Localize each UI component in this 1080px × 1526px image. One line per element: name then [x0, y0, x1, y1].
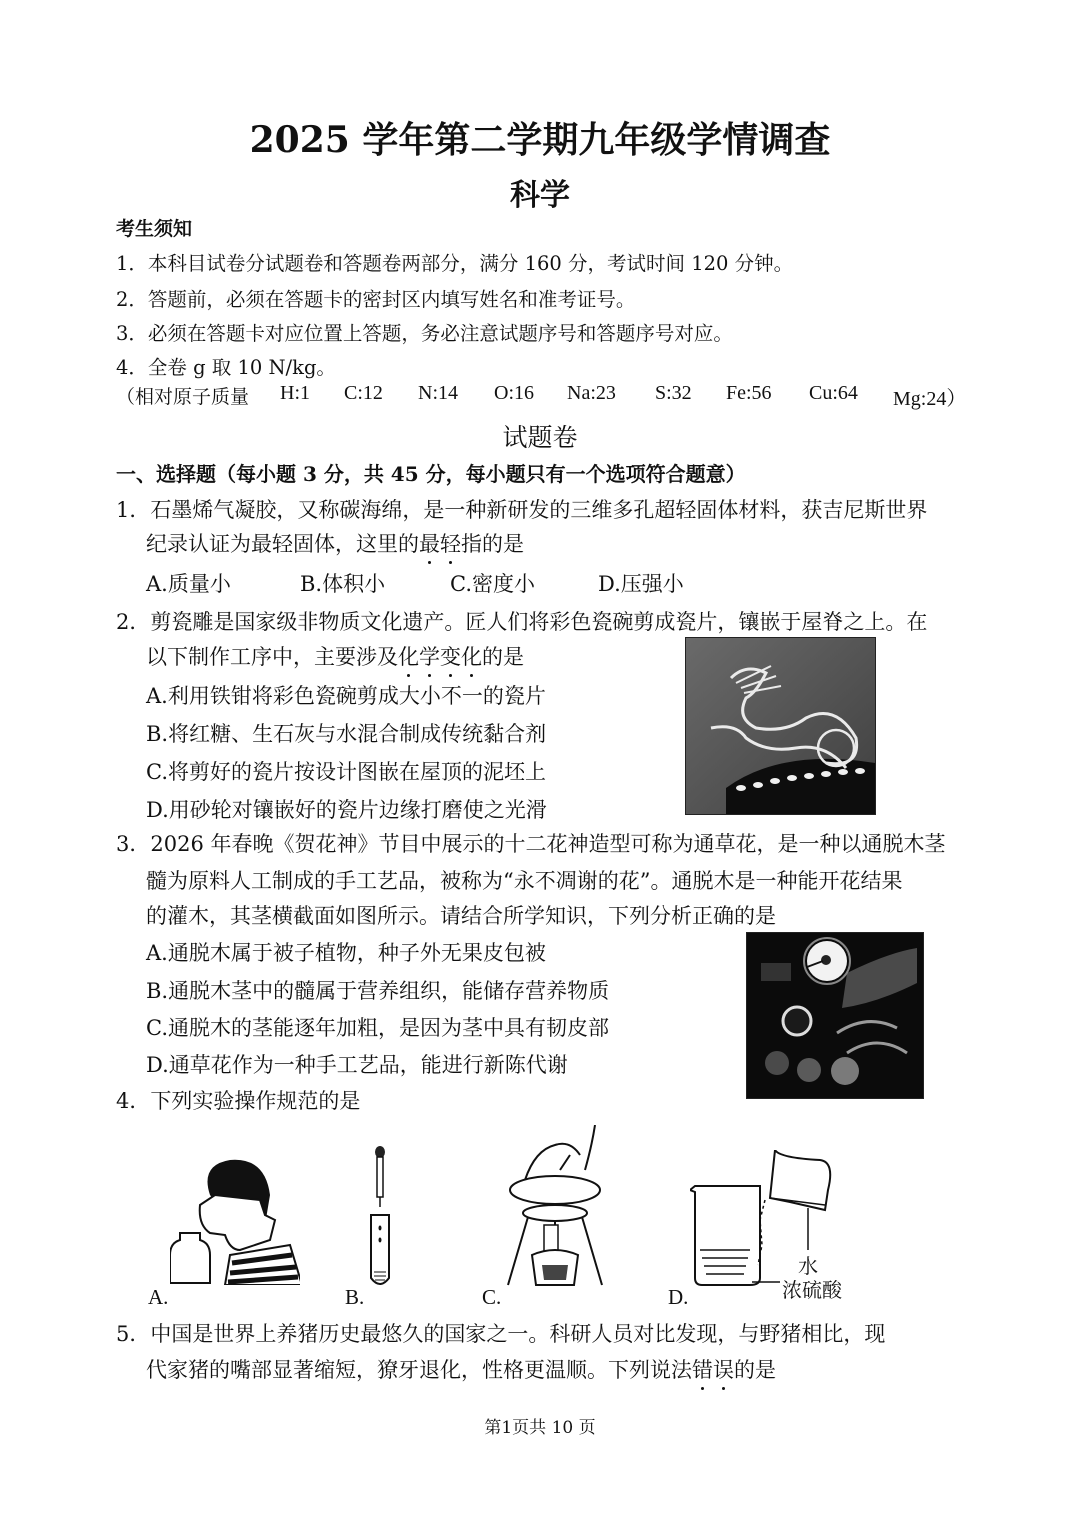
- q1-text-pre: 纪录认证为最轻固体，这里的: [146, 532, 419, 556]
- q2-option-d: D.用砂轮对镶嵌好的瓷片边缘打磨使之光滑: [146, 798, 547, 822]
- q2-text-pre: 以下制作工序中，主要涉及: [146, 645, 398, 669]
- stem-cross-section-photo: [746, 932, 924, 1099]
- question-3-line2: 髓为原料人工制成的手工艺品，被称为“永不凋谢的花”。通脱木是一种能开花结果: [146, 869, 903, 893]
- atomic-mass-mg: Mg:24）: [893, 388, 967, 410]
- emphasis-char: 轻: [440, 532, 461, 556]
- atomic-mass-s: S:32: [655, 382, 692, 404]
- atomic-mass-h: H:1: [280, 382, 310, 404]
- page-footer: 第1页共 10 页: [484, 1418, 596, 1438]
- q5-text-post: 的是: [734, 1358, 776, 1382]
- atomic-mass-label: （相对原子质量: [116, 386, 250, 408]
- q3-option-b: B.通脱木茎中的髓属于营养组织，能储存营养物质: [146, 979, 610, 1003]
- exam-subject: 科学: [510, 178, 570, 213]
- q1-option-a: A.质量小: [146, 572, 231, 596]
- figure-a-label: A.: [148, 1285, 169, 1309]
- q1-emphasis: [419, 532, 461, 556]
- stem-cross-section-illustration: [747, 933, 923, 1098]
- figure-c-label: C.: [482, 1285, 502, 1309]
- q2-option-c: C.将剪好的瓷片按设计图嵌在屋顶的泥坯上: [146, 760, 546, 784]
- figure-d-label: D.: [668, 1285, 689, 1309]
- question-4-line1: 4．下列实验操作规范的是: [116, 1089, 361, 1113]
- q5-emphasis-text: [692, 1358, 734, 1382]
- q3-option-c: C.通脱木的茎能逐年加粗，是因为茎中具有韧皮部: [146, 1016, 609, 1040]
- atomic-mass-na: Na:23: [567, 382, 616, 404]
- question-3-line3: 的灌木，其茎横截面如图所示。请结合所学知识，下列分析正确的是: [146, 904, 776, 928]
- atomic-mass-fe: Fe:56: [726, 382, 772, 404]
- emphasis-char: 错: [692, 1358, 713, 1382]
- q3-option-a: A.通脱木属于被子植物，种子外无果皮包被: [146, 941, 546, 965]
- emphasis-char: 化: [398, 645, 419, 669]
- q3-option-d: D.通草花作为一种手工艺品，能进行新陈代谢: [146, 1053, 568, 1077]
- q1-emphasis-text: [419, 532, 461, 556]
- notice-item: 1．本科目试卷分试题卷和答题卷两部分，满分 160 分，考试时间 120 分钟。: [116, 252, 794, 275]
- emphasis-char: 变: [440, 645, 461, 669]
- q2-option-b: B.将红糖、生石灰与水混合制成传统黏合剂: [146, 722, 547, 746]
- figure-b-dropper-illustration: [365, 1145, 395, 1290]
- emphasis-char: 化: [461, 645, 482, 669]
- notice-item: 4．全卷 g 取 10 N/kg。: [116, 356, 336, 379]
- dragon-ornament-illustration: [686, 638, 875, 814]
- figure-b-label: B.: [345, 1285, 365, 1309]
- figure-d-dilution-illustration: [690, 1150, 850, 1290]
- q2-emphasis-text: [398, 645, 482, 669]
- notice-item: 2．答题前，必须在答题卡的密封区内填写姓名和准考证号。: [116, 288, 636, 311]
- question-1-line1: 1．石墨烯气凝胶，又称碳海绵，是一种新研发的三维多孔超轻固体材料，获吉尼斯世界: [116, 498, 928, 522]
- notice-item: 3．必须在答题卡对应位置上答题，务必注意试题序号和答题序号对应。: [116, 322, 733, 345]
- q5-text-pre: 代家猪的嘴部显著缩短，獠牙退化，性格更温顺。下列说法: [146, 1358, 692, 1382]
- figure-c-evaporation-illustration: [500, 1125, 610, 1290]
- atomic-mass-c: C:12: [344, 382, 383, 404]
- dragon-ornament-photo: [685, 637, 876, 815]
- emphasis-char: 学: [419, 645, 440, 669]
- atomic-mass-n: N:14: [418, 382, 458, 404]
- emphasis-char: 最: [419, 532, 440, 556]
- figure-d-acid-label: 浓硫酸: [782, 1278, 842, 1302]
- q1-option-c: C.密度小: [450, 572, 535, 596]
- question-2-line2: [146, 641, 524, 671]
- figure-a-smelling-illustration: [170, 1155, 300, 1285]
- question-3-line1: 3．2026 年春晚《贺花神》节目中展示的十二花神造型可称为通草花，是一种以通脱木茎: [116, 832, 946, 856]
- q1-option-b: B.体积小: [300, 572, 386, 596]
- section-heading: 一、选择题（每小题 3 分，共 45 分，每小题只有一个选项符合题意）: [116, 462, 746, 486]
- exam-title: 2025 学年第二学期九年级学情调查: [249, 119, 831, 161]
- atomic-mass-cu: Cu:64: [809, 382, 858, 404]
- question-1-line2: [146, 528, 524, 558]
- question-5-line2: [146, 1354, 776, 1384]
- atomic-mass-o: O:16: [494, 382, 534, 404]
- q1-text-post: 指的是: [461, 532, 524, 556]
- q2-text-post: 的是: [482, 645, 524, 669]
- question-2-line1: 2．剪瓷雕是国家级非物质文化遗产。匠人们将彩色瓷碗剪成瓷片，镶嵌于屋脊之上。在: [116, 610, 928, 634]
- figure-d-water-label: 水: [798, 1254, 818, 1278]
- q1-option-d: D.压强小: [598, 572, 684, 596]
- question-5-line1: 5．中国是世界上养猪历史最悠久的国家之一。科研人员对比发现，与野猪相比，现: [116, 1322, 886, 1346]
- q2-option-a: A.利用铁钳将彩色瓷碗剪成大小不一的瓷片: [146, 684, 546, 708]
- emphasis-char: 误: [713, 1358, 734, 1382]
- paper-heading: 试题卷: [502, 423, 578, 452]
- notice-heading: 考生须知: [116, 218, 193, 240]
